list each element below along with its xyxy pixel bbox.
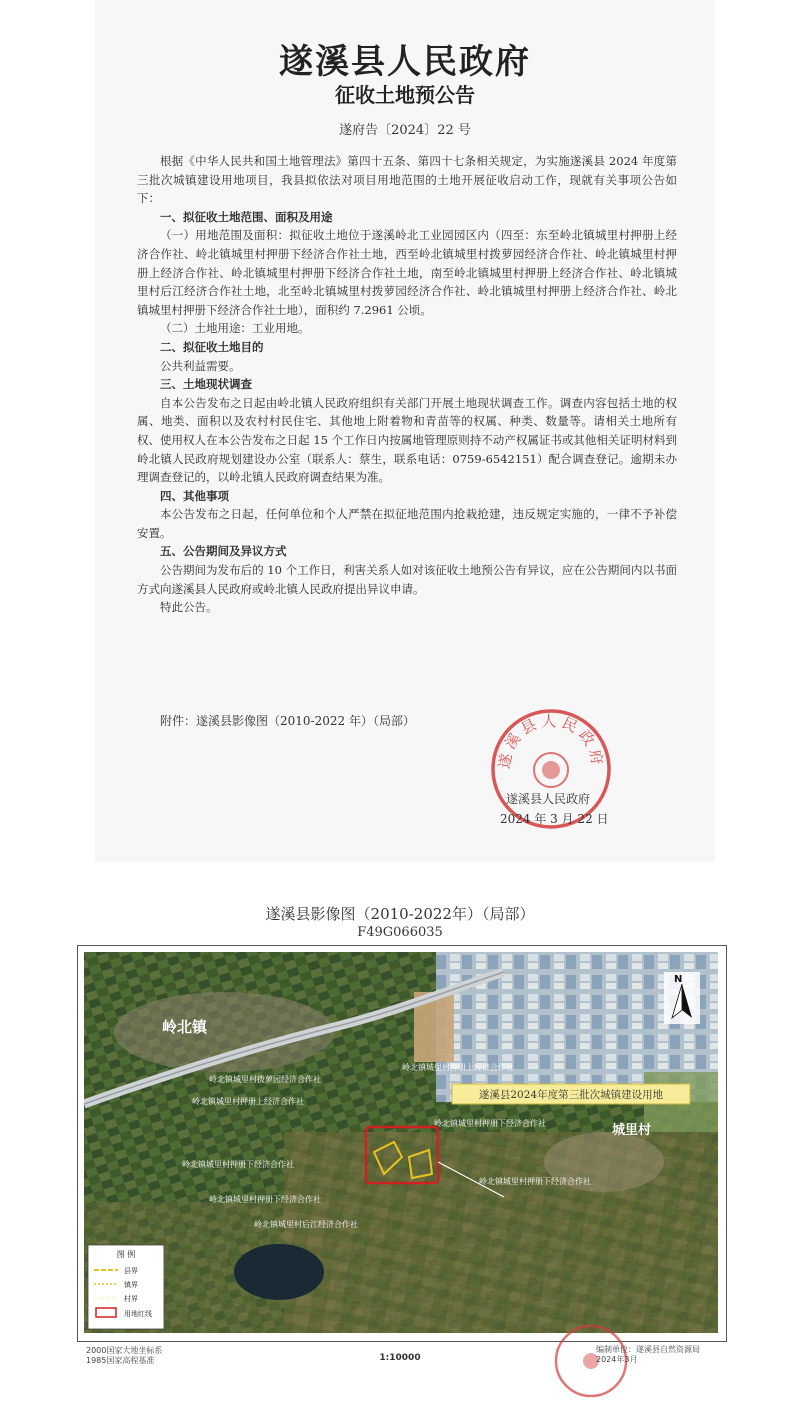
village-label: 城里村 (612, 1123, 652, 1138)
section-heading-4: 四、其他事项 (160, 488, 229, 503)
map-title: 遂溪县影像图（2010-2022年）（局部） (265, 905, 535, 923)
town-label: 岭北镇 (162, 1018, 208, 1036)
section-heading-5: 五、公告期间及异议方式 (160, 544, 287, 559)
legend-item-1: 县界 (124, 1267, 138, 1275)
closing-line: 特此公告。 (160, 600, 218, 615)
notice-body (137, 152, 677, 617)
section-1-paragraph-1: （一）用地范围及面积：拟征收土地位于遂溪岭北工业园园区内（四至：东至岭北镇城里村押册上经济合作社、岭北镇城里村押册下经济合作社土地，西至岭北镇城里村拨萝园经济合作社、岭北镇城里村押册上经济合作社、岭北镇城里村押册下经济合作社土地，南至岭北镇城里村押册上经济合作社、岭北镇城里村后江经济合作社土地，北至岭北镇城里村拨萝园经济合作社、岭北镇城里村押册上经济合作社、岭北镇城里村押册下经济合作社土地），面积约 7.2961 公顷。 (137, 228, 677, 317)
parcel-label-8: 岭北镇城里村后江经济合作社 (254, 1220, 358, 1229)
lake (234, 1244, 324, 1300)
seal-text: 遂溪县人民政府 (495, 712, 607, 770)
coordinate-system: 2000国家大地坐标系 (86, 1346, 163, 1355)
section-2-paragraph-1: 公共利益需要。 (160, 358, 241, 373)
compiling-unit: 编制单位：遂溪县自然资源局 (596, 1345, 700, 1354)
north-arrow-icon (664, 972, 700, 1024)
legend-item-3: 村界 (124, 1295, 138, 1303)
section-heading-2: 二、拟征收土地目的 (160, 339, 264, 354)
parcel-label-1: 岭北镇城里村押册上经济合作社 (402, 1063, 514, 1072)
map-footer-right (596, 1345, 700, 1365)
section-heading-1: 一、拟征收土地范围、面积及用途 (160, 209, 333, 224)
map-sheet-code: F49G066035 (357, 925, 443, 940)
parcel-label-6: 岭北镇城里村押册下经济合作社 (479, 1177, 591, 1186)
legend-title: 图 例 (116, 1250, 136, 1259)
north-label: N (674, 974, 683, 985)
notice-subtitle: 征收土地预公告 (335, 83, 475, 107)
project-label: 遂溪县2024年度第三批次城镇建设用地 (478, 1089, 664, 1101)
attachment-line: 附件：遂溪县影像图（2010-2022 年）（局部） (160, 714, 415, 728)
satellite-map (84, 952, 718, 1333)
parcel-label-3: 岭北镇城里村押册上经济合作社 (192, 1097, 304, 1106)
legend-item-2: 镇界 (124, 1281, 138, 1289)
section-3-paragraph-1: 自本公告发布之日起由岭北镇人民政府组织有关部门开展土地现状调查工作。调查内容包括土地的权属、地类、面积以及农村村民住宅、其他地上附着物和青苗等的权属、种类、数量等。请相关土地所有权、使用权人在本公告发布之日起 15 个工作日内按属地管理原则持不动产权属证书或其他相关证明材料到岭北镇人民政府规划建设办公室（联系人：蔡生，联系电话：0759-6542151）配合调查登记。逾期未办理调查登记的，以岭北镇人民政府调查结果为准。 (137, 395, 677, 485)
signature-organization: 遂溪县人民政府 (506, 792, 591, 806)
parcel-label-4: 岭北镇城里村押册下经济合作社 (434, 1119, 546, 1128)
notice-title: 遂溪县人民政府 (279, 42, 531, 82)
intro-paragraph: 根据《中华人民共和国土地管理法》第四十五条、第四十七条相关规定，为实施遂溪县 2024 年度第三批次城镇建设用地项目，我县拟依法对项目用地范围的土地开展征收启动工作，现就有关事项公告如下： (137, 154, 677, 206)
map-legend (88, 1245, 164, 1329)
legend-item-4: 用地红线 (124, 1310, 152, 1318)
document-number: 遂府告〔2024〕22 号 (339, 123, 471, 138)
section-1-paragraph-2: （二）土地用途：工业用地。 (160, 321, 310, 336)
elevation-datum: 1985国家高程基准 (86, 1356, 155, 1365)
signature-date: 2024 年 3 月 22 日 (500, 812, 609, 826)
map-scale: 1:10000 (379, 1353, 421, 1363)
parcel-label-2: 岭北镇城里村拨萝园经济合作社 (209, 1075, 321, 1084)
section-heading-3: 三、土地现状调查 (160, 377, 252, 392)
section-5-paragraph-1: 公告期间为发布后的 10 个工作日，利害关系人如对该征收土地预公告有异议，应在公告期间内以书面方式向遂溪县人民政府或岭北镇人民政府提出异议申请。 (137, 563, 677, 596)
parcel-label-5: 岭北镇城里村押册下经济合作社 (182, 1160, 294, 1169)
section-4-paragraph-1: 本公告发布之日起，任何单位和个人严禁在拟征地范围内抢栽抢建，违反规定实施的，一律不予补偿安置。 (137, 507, 677, 540)
parcel-label-7: 岭北镇城里村押册下经济合作社 (209, 1195, 321, 1204)
compile-date: 2024年3月 (596, 1355, 638, 1364)
